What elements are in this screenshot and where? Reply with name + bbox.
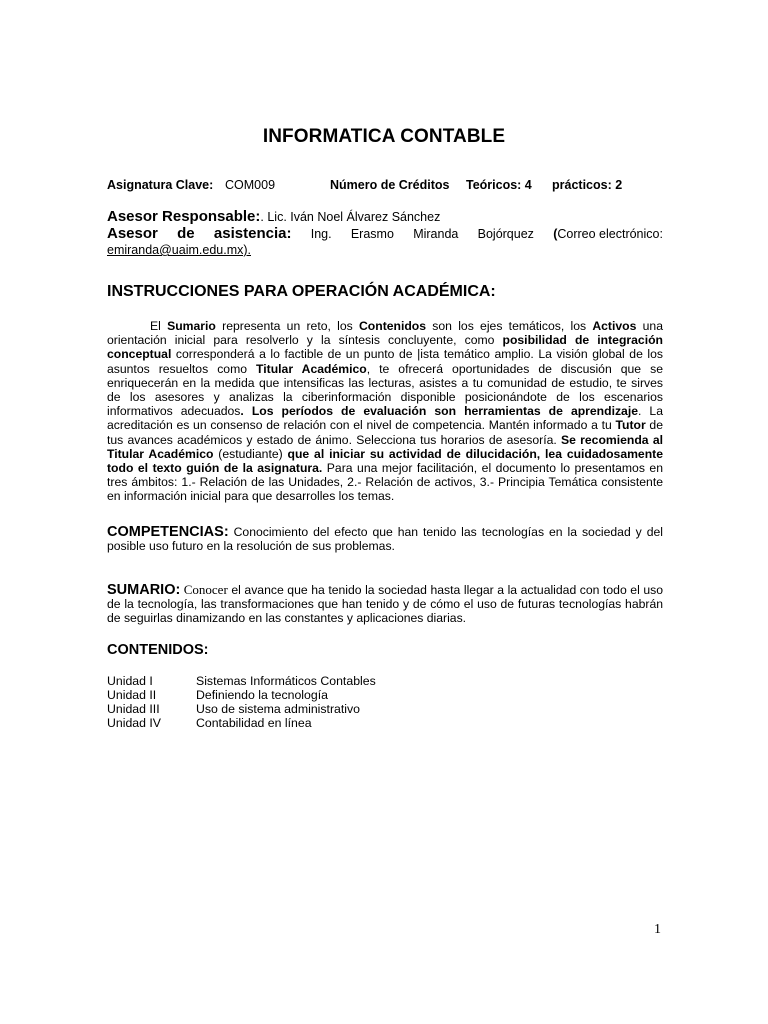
sumario-paragraph [107, 583, 663, 626]
instr-posibilidad: posibilidad de integración conceptual [107, 333, 663, 362]
unit-label: Unidad I [107, 674, 153, 688]
unit-row [107, 702, 376, 716]
asesor-responsable-value: . Lic. Iván Noel Álvarez Sánchez [260, 210, 441, 224]
asesor-asistencia-label-2: de [177, 225, 195, 242]
instr-text-6: , te ofrecerá oportunidades de discusión que se enriquecerán en la medida que intensificas las lecturas, asistes a tu comunidad de estudio, te sirves de los asesores y analizas la ciberinformación disponible posicionándote de los escenarios informativos adecuados [107, 361, 663, 419]
asesor-responsable-label: Asesor Responsable: [107, 208, 261, 225]
document-title: INFORMATICA CONTABLE [262, 126, 506, 147]
page-number: 1 [654, 922, 661, 937]
asesor-asistencia [107, 225, 663, 257]
email-line [107, 243, 663, 257]
instr-tutor: Tutor [615, 418, 646, 433]
competencias-text: Conocimiento del efecto que han tenido las tecnologías en la sociedad y del posible uso futuro en la resolución de sus problemas. [107, 525, 663, 554]
instrucciones-paragraph [107, 319, 663, 504]
unit-row [107, 716, 376, 730]
asesor-responsable [107, 208, 663, 225]
unit-title: Uso de sistema administrativo [196, 702, 361, 716]
instr-text-10: Para una mejor facilitación, el documento lo presentamos en tres ámbitos: 1.- Relación de las Unidades, 2.- Relación de activos, 3.- Principia Temática consistente en información inicial para que desarrolles los temas. [107, 461, 663, 504]
email-label-text: Correo electrónico: [557, 227, 663, 241]
asesor-name-1: Ing. [310, 227, 332, 241]
unit-label: Unidad III [107, 702, 160, 716]
unit-title: Contabilidad en línea [196, 716, 312, 730]
clave-value-text: COM009 [225, 178, 276, 192]
asesor-name-4: Bojórquez [477, 227, 534, 241]
instr-contenidos: Contenidos [359, 319, 427, 333]
instr-activos: Activos [592, 319, 637, 333]
sumario-text: el avance que ha tenido la sociedad hasta llegar a la actualidad con todo el uso de la tecnología, las transformaciones que han tenido y de cómo el uso de futuras tecnologías habrán de seguirlas dinamizando en las constantes y aplicaciones diarias. [107, 583, 663, 626]
email-paren: ( [553, 227, 558, 241]
instr-titular: Titular Académico [256, 361, 367, 376]
unit-label: Unidad IV [107, 716, 162, 730]
instr-que-al: que al iniciar su actividad de dilucidación, lea cuidadosamente todo el texto guión de la asignatura. [107, 446, 663, 476]
teoricos-value: Teóricos: 4 [466, 178, 532, 192]
unit-row [107, 688, 376, 702]
asesor-asistencia-label-1: Asesor [107, 225, 158, 242]
instr-text-4: una orientación inicial para resolverlo y la síntesis concluyente, como [107, 319, 663, 348]
instr-recomienda: Se recomienda al Titular Académico [107, 432, 663, 461]
contenidos-heading: CONTENIDOS: [107, 642, 209, 658]
email-label [553, 227, 663, 241]
instr-text-5: corresponderá a lo factible de un punto de |ista temático amplio. La visión global de los asuntos resueltos como [107, 347, 663, 376]
competencias-paragraph [107, 525, 663, 553]
instrucciones-heading: INSTRUCCIONES PARA OPERACIÓN ACADÉMICA: [107, 283, 496, 300]
sumario-label: SUMARIO: [107, 582, 181, 598]
instr-text-1: El [150, 319, 168, 333]
unit-label: Unidad II [107, 688, 157, 702]
instr-text-8: de tus avances académicos y estado de ánimo. Selecciona tus horarios de asesoría. [107, 418, 663, 447]
email-link[interactable]: emiranda@uaim.edu.mx). [107, 243, 251, 257]
asesor-asistencia-line [107, 225, 663, 242]
asesor-name-2: Erasmo [350, 227, 394, 241]
instr-text-9: (estudiante) [213, 446, 288, 461]
practicos-value: prácticos: 2 [552, 178, 623, 192]
instr-text-3: son los ejes temáticos, los [426, 319, 593, 333]
creditos-label: Número de Créditos [330, 178, 450, 192]
clave-label: Asignatura Clave: [107, 178, 214, 192]
instr-text-2: representa un reto, los [215, 319, 359, 333]
sumario-first-word: Conocer [180, 582, 228, 597]
instr-periodos: . Los períodos de evaluación son herramientas de aprendizaje [240, 404, 638, 419]
unit-title: Definiendo la tecnología [196, 688, 328, 702]
asesor-asistencia-label-3: asistencia: [213, 225, 292, 242]
units-list [107, 674, 376, 730]
asesor-name-3: Miranda [413, 227, 459, 241]
instr-text-7: . La acreditación es un consenso de relación con el nivel de competencia. Mantén informado a tu [107, 404, 663, 433]
instr-sumario: Sumario [167, 319, 216, 333]
clave-value [225, 178, 275, 192]
unit-row [107, 674, 376, 688]
competencias-label: COMPETENCIAS: [107, 524, 229, 540]
unit-title: Sistemas Informáticos Contables [196, 674, 376, 688]
